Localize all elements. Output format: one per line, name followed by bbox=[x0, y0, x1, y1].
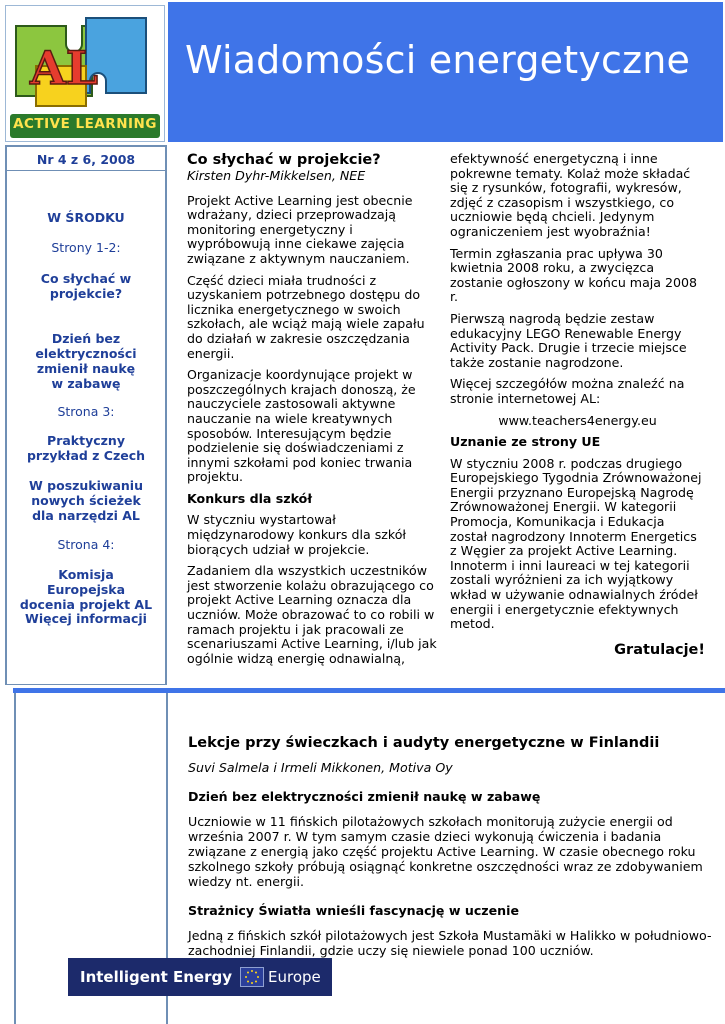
page-3-label: Strona 3: bbox=[57, 404, 115, 419]
article-author: Kirsten Dyhr-Mikkelsen, NEE bbox=[187, 168, 366, 183]
section-heading: Dzień bez elektryczności zmienił naukę w zabawę bbox=[188, 789, 541, 804]
article-author: Suvi Salmela i Irmeli Mikkonen, Motiva Oy bbox=[188, 760, 453, 775]
paragraph: Uczniowie w 11 fińskich pilotażowych szkołach monitorują zużycie energii od września 2007 r. W tym samym czasie dzieci wykonują ćwiczenia i badania związane z energią jako część projektu Active Learning. W czasie obecnego roku szkolnego szkoły próbują osiągnąć konkretne oszczędności wraz ze zdobywaniem wiedzy nt. energii. bbox=[188, 814, 703, 889]
article-heading: Lekcje przy świeczkach i audyty energetyczne w Finlandii bbox=[188, 735, 660, 751]
paragraph: Część dzieci miała trudności z uzyskaniem potrzebnego dostępu do licznika energetycznego w swoich szkołach, ale wciąż mają wiele zapału do działań w zakresie oszczędzania energii. bbox=[187, 272, 425, 361]
paragraph: Jedną z fińskich szkół pilotażowych jest Szkoła Mustamäki w Halikko w południowo-zachodniej Finlandii, gdzie uczy się niewiele ponad 100 uczniów. bbox=[188, 928, 712, 958]
paragraph: efektywność energetyczną i inne pokrewne tematy. Kolaż może składać się z rysunków, fotografii, wykresów, zdjęć z czasopism i wszystkiego, co uczniowie będą chcieli. Jedynym ograniczeniem jest wyobraźnia! bbox=[450, 151, 691, 239]
issue-number: Nr 4 z 6, 2008 bbox=[36, 152, 136, 167]
paragraph: Termin zgłaszania prac upływa 30 kwietnia 2008 roku, a zwycięzca zostanie ogłoszony w końcu maja 2008 r. bbox=[450, 245, 698, 305]
toc-item[interactable]: Więcej informacji bbox=[25, 611, 147, 626]
paragraph: Projekt Active Learning jest obecnie wdrażany, dzieci przeprowadzają monitoring energetyczny i wypróbowują inne ciekawe zajęcia związane z aktywnym nauczaniem. bbox=[187, 192, 413, 266]
toc-item[interactable]: Co słychać w projekcie? bbox=[40, 271, 132, 301]
active-learning-logo bbox=[5, 5, 165, 142]
section-heading: Uznanie ze strony UE bbox=[450, 434, 601, 450]
section-heading: Strażnicy Światła wnieśli fascynację w uczenie bbox=[188, 903, 520, 918]
article-column-2 bbox=[450, 152, 705, 666]
article-column-1 bbox=[187, 152, 437, 673]
paragraph: W styczniu wystartował międzynarodowy konkurs dla szkół biorących udział w projekcie. bbox=[187, 512, 407, 557]
iee-europe-text: Europe bbox=[268, 968, 321, 986]
toc-item[interactable]: W poszukiwaniu nowych ścieżek dla narzędzi AL bbox=[29, 478, 143, 523]
page-title: Wiadomości energetyczne bbox=[185, 38, 691, 82]
article-2 bbox=[188, 735, 713, 966]
congratulations: Gratulacje! bbox=[614, 641, 705, 658]
inside-heading: W ŚRODKU bbox=[47, 210, 125, 225]
iee-text: Intelligent Energy bbox=[80, 968, 233, 986]
paragraph: W styczniu 2008 r. podczas drugiego Europejskiego Tygodnia Zrównoważonej Energii przyznano Europejską Nagrodę Zrównoważonej Energii. W kategorii Promocja, Komunikacja i Edukacja został nagrodzony Innoterm Energetics z Węgier za projekt Active Learning. Innoterm i inni laureaci w tej kategorii zostali wyróżnieni za ich wyjątkowy wkład w używanie odnawialnych źródeł energii i energetycznie efektywnych metod. bbox=[450, 455, 702, 632]
page-4-label: Strona 4: bbox=[57, 537, 115, 552]
paragraph: Zadaniem dla wszystkich uczestników jest stworzenie kolażu obrazującego co projekt Active Learning oznacza dla uczniów. Może obrazować to co robili w ramach projektu i jak pracowali ze scenariuszami Active Learning, i/lub jak ogólnie widzą energię odnawialną, bbox=[187, 563, 437, 666]
divider bbox=[7, 170, 165, 171]
website-link[interactable]: www.teachers4energy.eu bbox=[498, 412, 657, 428]
logo-text: ACTIVE LEARNING bbox=[13, 116, 157, 132]
sidebar-top-border bbox=[5, 145, 167, 147]
toc-item[interactable]: Praktyczny przykład z Czech bbox=[26, 433, 146, 463]
pages-1-2-label: Strony 1-2: bbox=[51, 240, 121, 255]
paragraph: Organizacje koordynujące projekt w poszczególnych krajach donoszą, że nauczyciele zastosowali aktywne nauczanie na wiele kreatywnych sposobów. Interesującym będzie podzielenie się doświadczeniami z innymi szkołami pod koniec trwania projektu. bbox=[187, 367, 416, 485]
section-heading: Konkurs dla szkół bbox=[187, 490, 312, 506]
eu-flag-icon bbox=[240, 967, 264, 987]
paragraph: Więcej szczegółów można znaleźć na stronie internetowej AL: bbox=[450, 376, 685, 406]
paragraph: Pierwszą nagrodą będzie zestaw edukacyjny LEGO Renewable Energy Activity Pack. Drugie i trzecie miejsce także zostanie nagrodzone. bbox=[450, 310, 687, 370]
toc-item[interactable]: Dzień bez elektryczności zmienił naukę w zabawę bbox=[35, 331, 137, 391]
svg-text:AL: AL bbox=[30, 41, 99, 95]
article-heading: Co słychać w projekcie? bbox=[187, 152, 381, 168]
toc-item[interactable]: Komisja Europejska docenia projekt AL bbox=[19, 567, 153, 612]
